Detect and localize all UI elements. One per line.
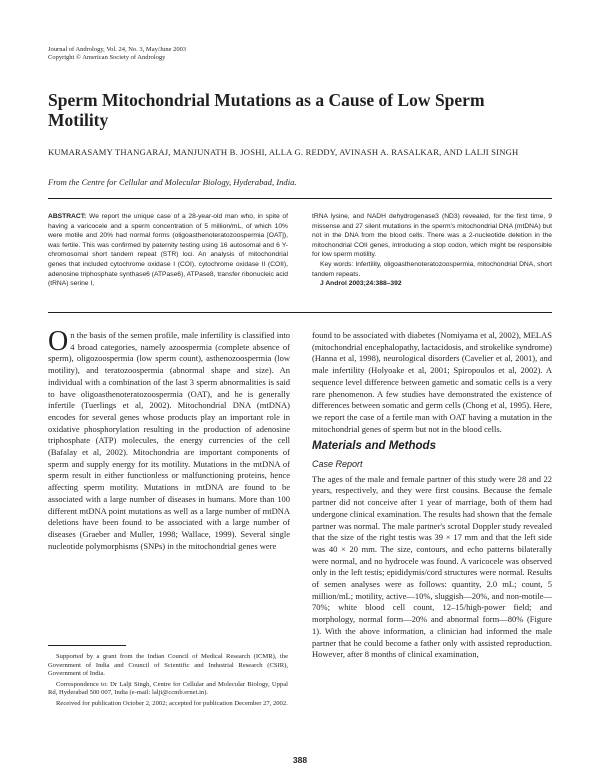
section-heading: Materials and Methods <box>312 440 436 453</box>
footnote-rule <box>48 645 126 646</box>
abstract-column-right <box>312 212 552 289</box>
intro-text: n the basis of the semen profile, male infertility is classified into 4 broad categories, namely azoospermia (complete absence of sperm), oligozoospermia (low sperm count), asthenozoospermia (low motility), and teratozoospermia (abnormal shape and size). An individual with a combination of the last 3 sperm abnormalities is said to have oligoasthenoteratozoospermia (OAT), and he is generally infertile (Tuerlings et al, 2002). Mitochondrial DNA (mtDNA) encodes for several genes whose products play an important role in oxidative phosphorylation resulting in the production of adenosine triphosphate (ATP) molecules, the energy currencies of the cell (Bafalay et al, 2002). Mitochondria are important components of sperm and supply energy for its motility. Mutations in the mtDNA of sperm result in either functionless or malfunctioning proteins, hence affecting sperm motility. Mutations in mtDNA are found to be associated with a large number of diseases in humans. More than 100 different mtDNA point mutations as well as a large number of mtDNA deletions have been found to be associated with a large number of diseases (Graeber and Muller, 1998; Wallace, 1999). Several single nucleotide polymorphisms (SNPs) in the mitochondrial genes were <box>48 330 290 551</box>
abstract-text-left: We report the unique case of a 28-year-old man who, in spite of having a varicocele and a sperm concentration of 5 million/mL, of which 10% were motile and 20% had normal forms (oligoasthenoteratozoospermia [OAT]), was fertile. This was confirmed by paternity testing using 16 autosomal and 6 Y-chromosomal short tandem repeat (STR) loci. An analysis of mitochondrial genes that included cytochrome oxidase I (COI), cytochrome oxidase II (COII), adenosine triphosphate synthase6 (ATPase6), ATPase8, transfer ribonucleic acid (tRNA) serine I, <box>48 213 288 288</box>
journal-citation-line: Journal of Andrology, Vol. 24, No. 3, May/June 2003 <box>48 46 187 53</box>
abstract-text-right: tRNA lysine, and NADH dehydrogenase3 (ND3) revealed, for the first time, 9 missense and 27 silent mutations in the sperm's mitochondrial DNA (mtDNA) but not in the DNA from the blood cells. There was a 2-nucleotide deletion in the mitochondrial COII genes, introducing a stop codon, which might be responsible for low sperm motility. <box>312 213 552 259</box>
page-number: 388 <box>292 755 308 765</box>
abstract-keywords: Key words: Infertility, oligoasthenoteratozoospermia, mitochondrial DNA, short tandem repeats. <box>312 260 552 278</box>
abstract-column-left <box>48 212 288 289</box>
intro-paragraph <box>48 326 290 552</box>
author-list: KUMARASAMY THANGARAJ, MANJUNATH B. JOSHI, ALLA G. REDDY, AVINASH A. RASALKAR, AND LALJI SINGH <box>48 147 519 157</box>
drop-cap: O <box>48 326 69 357</box>
body-column-left <box>48 326 290 552</box>
copyright-line: Copyright © American Society of Andrology <box>48 54 166 61</box>
abstract-citation: J Androl 2003;24:388–392 <box>320 280 402 288</box>
intro-continuation: found to be associated with diabetes (Nomiyama et al, 2002), MELAS (mitochondrial encephalopathy, lactacidosis, and strokelike syndrome) (Hanna et al, 1998), neurological disorders (Cavelier et al, 2001), and male infertility (Holyoake et al, 2001; Spiropoulos et al, 2002). A sequence level difference between gametic and somatic cells is a very rare phenomenon. A few studies have demonstrated the existence of differences between somatic and germ cells (Chong et al, 1995). Here, we report the case of a fertile man with OAT having a mutation in the mitochondrial genes of sperm but not in the blood cells. <box>312 330 552 434</box>
footnote-correspondence: Correspondence to: Dr Lalji Singh, Centre for Cellular and Molecular Biology, Uppal Rd, Hyderabad 500 007, India (e-mail: lalji@ccmb.ernet.in). <box>48 680 288 696</box>
footnote-received: Received for publication October 2, 2002; accepted for publication December 27, 2002. <box>56 699 288 707</box>
abstract-bottom-rule <box>48 312 552 313</box>
footnote-funding: Supported by a grant from the Indian Council of Medical Research (ICMR), the Government of India and Council of Scientific and Industrial Research (CSIR), Government of India. <box>48 653 288 677</box>
affiliation: From the Centre for Cellular and Molecular Biology, Hyderabad, India. <box>48 177 297 187</box>
case-report-text: The ages of the male and female partner of this study were 28 and 22 years, respectively, and they were first cousins. Because the female partner did not conceive after 1 year of marriage, both of them had undergone clinical examination. The results had shown that the female partner was normal. The male partner's scrotal Doppler study revealed that the size of the right testis was 39 × 17 mm and that the left side was 40 × 20 mm. The size, contours, and echo patterns bilaterally were normal, and no hydrocele was found. A varicocele was observed only in the left testis; epididymis/cord structures were normal. Results of semen analyses were as follows: quantity, 2.0 mL; count, 5 million/mL; motility, active—10%, sluggish—20%, and non-motile—70%; white blood cell count, 12–15/high-power field; and morphology, normal form—20% and abnormal form—80% (Figure 1). With the above information, a clinician had informed the male partner that he could become a father only with assisted reproduction. However, after 8 months of clinical examination, <box>312 473 552 660</box>
article-title: Sperm Mitochondrial Mutations as a Cause of Low Sperm Motility <box>48 90 485 130</box>
body-column-right <box>312 330 552 661</box>
abstract-top-rule <box>48 198 552 199</box>
abstract-label: ABSTRACT: <box>48 213 87 220</box>
journal-header <box>48 46 186 62</box>
footnotes <box>48 653 288 710</box>
subsection-heading: Case Report <box>312 459 363 470</box>
